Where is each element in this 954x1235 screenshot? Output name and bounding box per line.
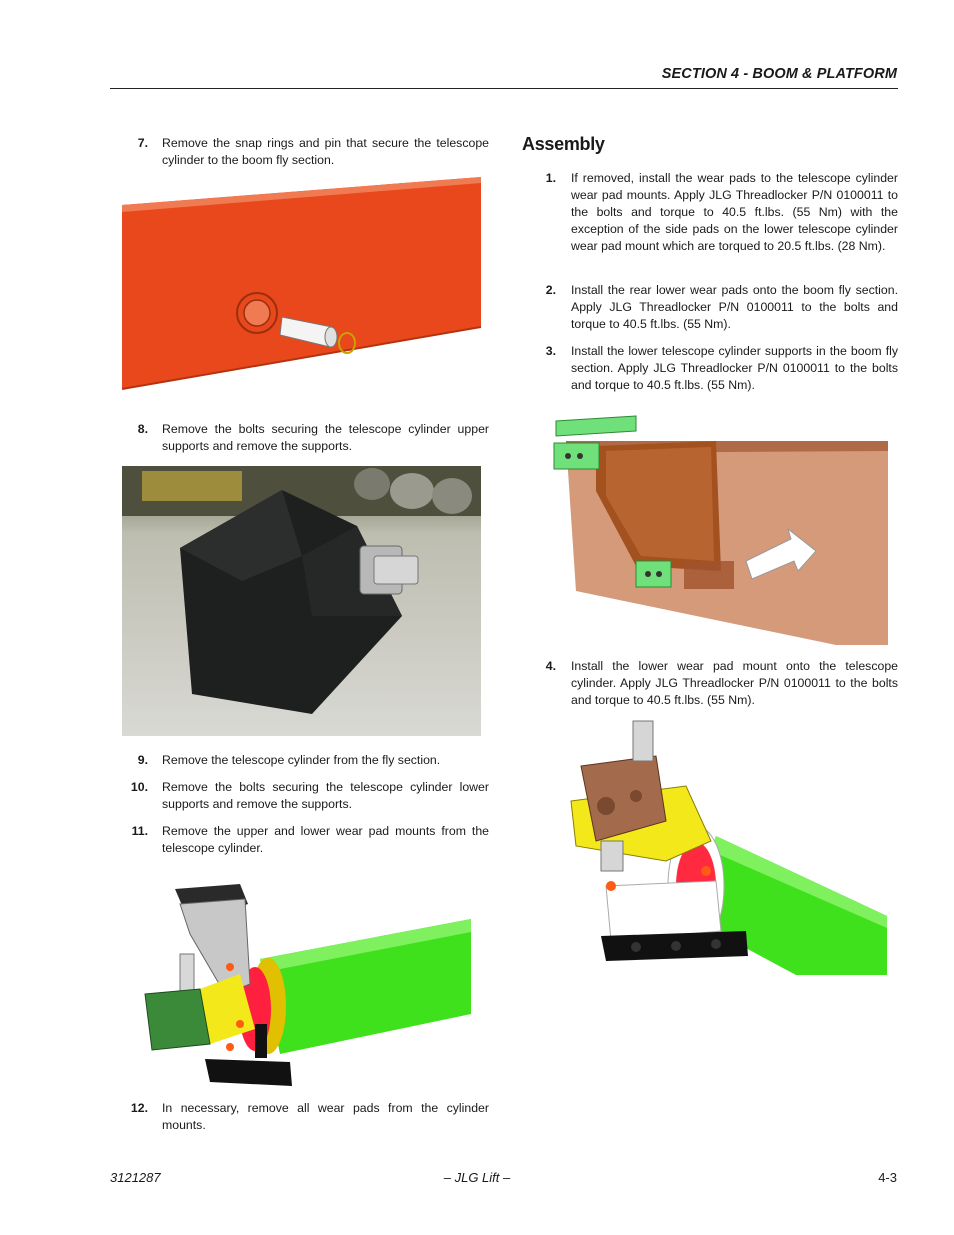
step-text: Remove the telescope cylinder from the fly section. bbox=[162, 753, 441, 767]
step-number: 12. bbox=[130, 1101, 148, 1115]
step-10 bbox=[122, 779, 489, 815]
footer-doc-number: 3121287 bbox=[110, 1170, 161, 1185]
assembly-step-2 bbox=[530, 282, 898, 334]
step-12 bbox=[122, 1100, 489, 1136]
step-number: 7. bbox=[137, 136, 148, 150]
step-9 bbox=[122, 752, 489, 770]
header-divider bbox=[110, 88, 898, 89]
step-text: If removed, install the wear pads to the telescope cylinder wear pad mounts. Apply JLG Threadlocker P/N 0100011 to the bolts and torque to 40.5 ft.lbs. (55 Nm) with the exception of the side pads on the lower telescope cylinder wear pad mount which are torqued to 20.5 ft.lbs. (28 Nm). bbox=[571, 171, 898, 253]
step-number: 10. bbox=[130, 780, 148, 794]
step-text: Remove the bolts securing the telescope cylinder upper supports and remove the supports. bbox=[162, 422, 489, 453]
step-text: In necessary, remove all wear pads from the cylinder mounts. bbox=[162, 1101, 489, 1132]
step-8 bbox=[122, 421, 489, 457]
step-number: 4. bbox=[545, 659, 556, 673]
step-number: 8. bbox=[137, 422, 148, 436]
step-number: 1. bbox=[545, 171, 556, 185]
footer-page-number: 4-3 bbox=[878, 1170, 897, 1185]
figure-wear-pad-photo bbox=[122, 466, 481, 736]
figure-cylinder-mounts bbox=[130, 864, 471, 1089]
assembly-step-1 bbox=[530, 170, 898, 274]
footer-center: – JLG Lift – bbox=[443, 1170, 511, 1185]
step-11 bbox=[122, 823, 489, 859]
step-number: 9. bbox=[137, 753, 148, 767]
step-text: Remove the upper and lower wear pad mounts from the telescope cylinder. bbox=[162, 824, 489, 855]
assembly-step-3 bbox=[530, 343, 898, 395]
figure-boom-pin bbox=[122, 177, 481, 406]
step-7 bbox=[122, 135, 489, 171]
step-text: Install the lower telescope cylinder supports in the boom fly section. Apply JLG Threadlocker P/N 0100011 to the bolts and torque to 40.5 ft.lbs. (55 Nm). bbox=[571, 344, 898, 392]
section-header: SECTION 4 - BOOM & PLATFORM bbox=[661, 66, 897, 82]
step-text: Remove the bolts securing the telescope cylinder lower supports and remove the supports. bbox=[162, 780, 489, 811]
step-number: 3. bbox=[545, 344, 556, 358]
step-number: 11. bbox=[131, 824, 148, 838]
assembly-step-4 bbox=[530, 658, 898, 710]
figure-fly-section bbox=[536, 401, 888, 645]
step-number: 2. bbox=[545, 283, 556, 297]
figure-lower-mount bbox=[536, 716, 887, 975]
assembly-heading: Assembly bbox=[522, 134, 605, 154]
step-text: Remove the snap rings and pin that secure the telescope cylinder to the boom fly section. bbox=[162, 136, 489, 167]
step-text: Install the lower wear pad mount onto the telescope cylinder. Apply JLG Threadlocker P/N 0100011 to the bolts and torque to 40.5 ft.lbs. (55 Nm). bbox=[571, 659, 898, 707]
step-text: Install the rear lower wear pads onto the boom fly section. Apply JLG Threadlocker P/N 0100011 to the bolts and torque to 40.5 ft.lbs. (55 Nm). bbox=[571, 283, 898, 331]
